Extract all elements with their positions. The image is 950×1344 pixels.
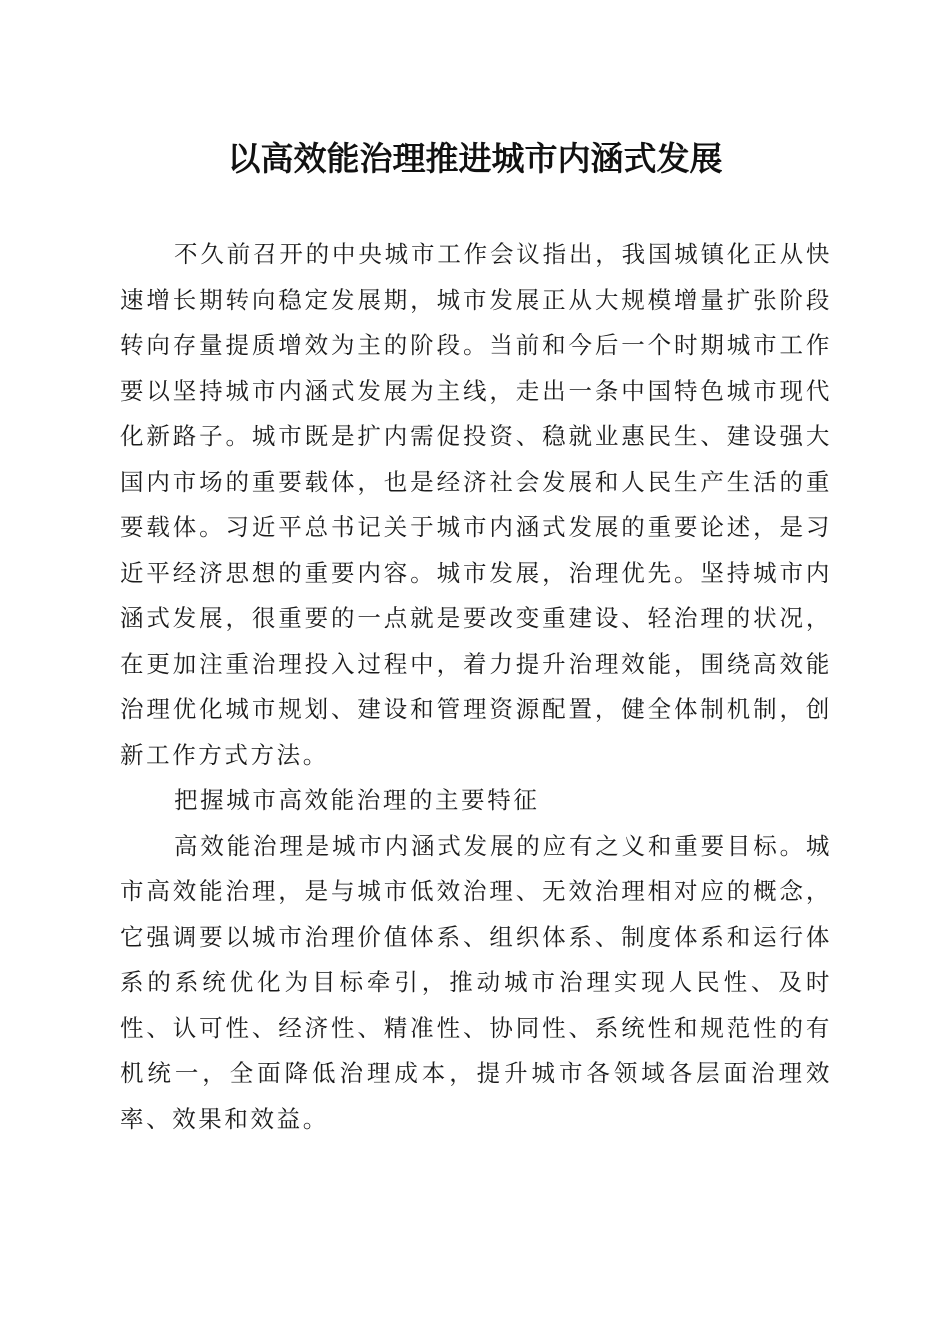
document-title: 以高效能治理推进城市内涵式发展 [227,139,723,178]
body-paragraph: 不久前召开的中央城市工作会议指出，我国城镇化正从快速增长期转向稳定发展期，城市发展正从大规模增量扩张阶段转向存量提质增效为主的阶段。当前和今后一个时期城市工作要以坚持城市内涵式发展为主线，走出一条中国特色城市现代化新路子。城市既是扩内需促投资、稳就业惠民生、建设强大国内市场的重要载体，也是经济社会发展和人民生产生活的重要载体。习近平总书记关于城市内涵式发展的重要论述，是习近平经济思想的重要内容。城市发展，治理优先。坚持城市内涵式发展，很重要的一点就是要改变重建设、轻治理的状况，在更加注重治理投入过程中，着力提升治理效能，围绕高效能治理优化城市规划、建设和管理资源配置，健全体制机制，创新工作方式方法。 [120,240,832,769]
body-paragraph: 高效能治理是城市内涵式发展的应有之义和重要目标。城市高效能治理，是与城市低效治理、无效治理相对应的概念，它强调要以城市治理价值体系、组织体系、制度体系和运行体系的系统优化为目标牵引，推动城市治理实现人民性、及时性、认可性、经济性、精准性、协同性、系统性和规范性的有机统一，全面降低治理成本，提升城市各领域各层面治理效率、效果和效益。 [120,831,832,1133]
document-body [120,232,832,1142]
section-heading: 把握城市高效能治理的主要特征 [174,786,540,814]
